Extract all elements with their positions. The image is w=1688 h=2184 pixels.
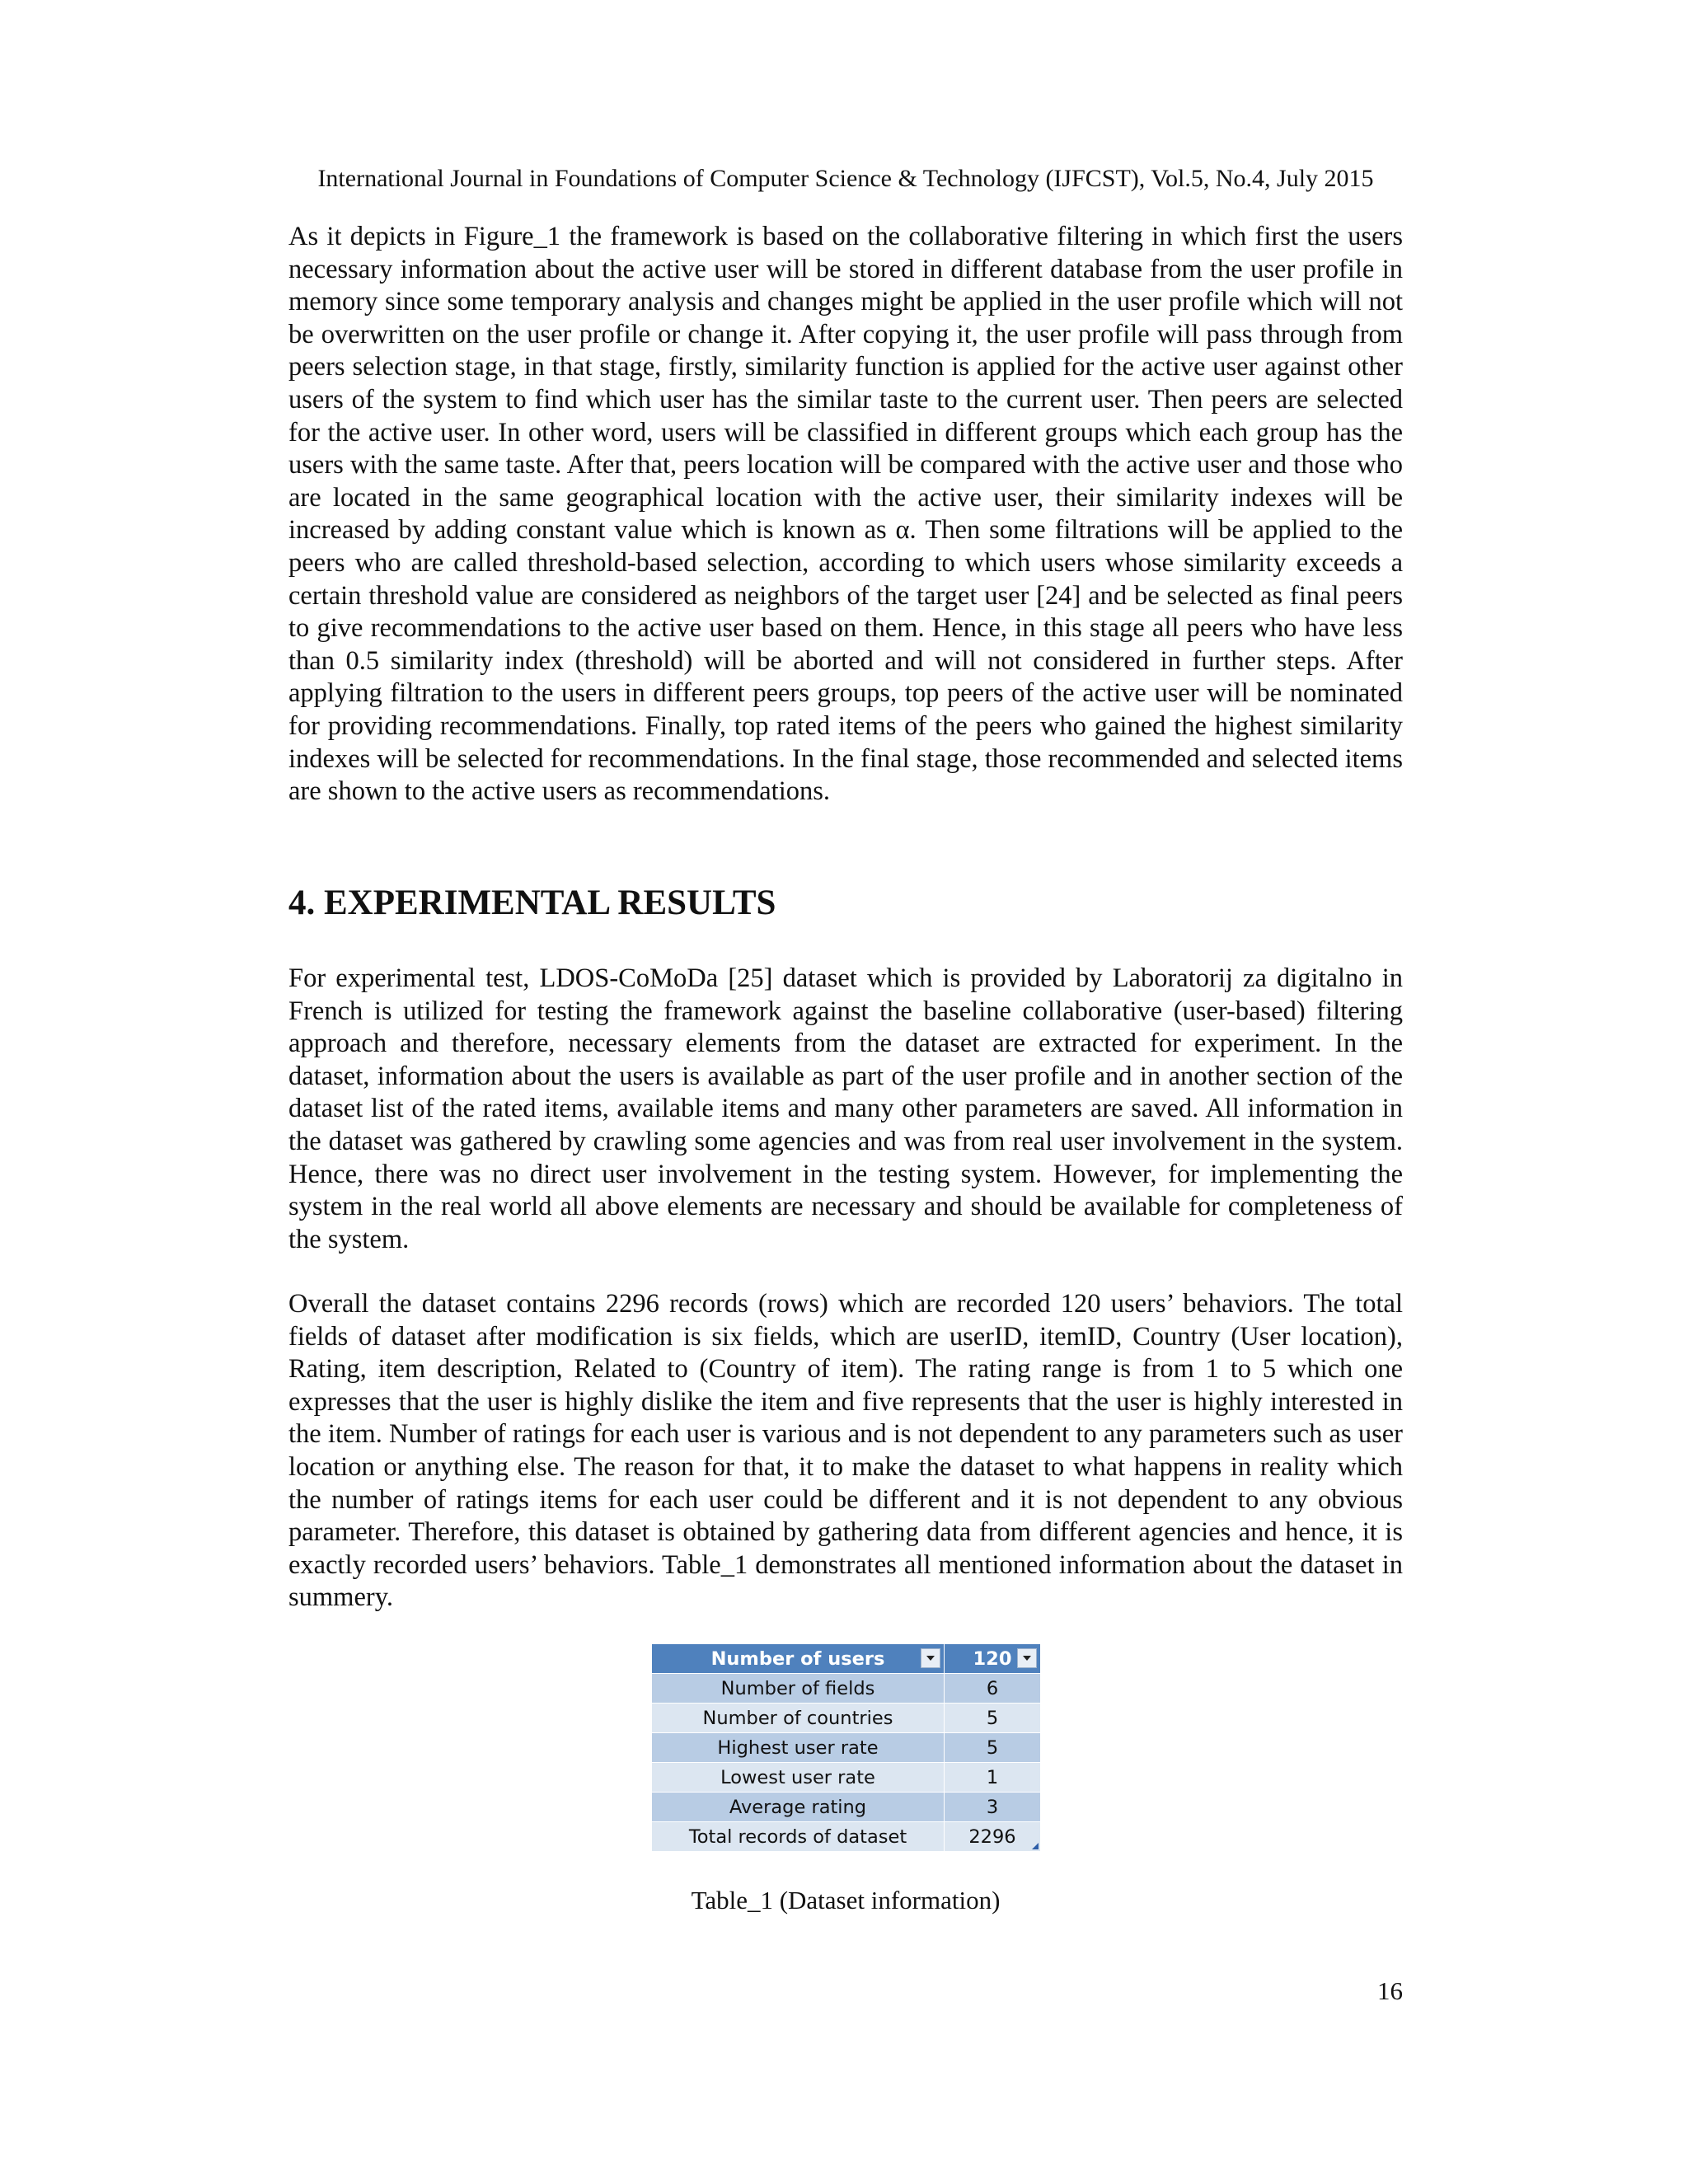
table-caption: Table_1 (Dataset information) [691, 1886, 1001, 1915]
table-cell-label: Highest user rate [652, 1733, 945, 1763]
table-cell-value: 5 [945, 1733, 1041, 1763]
table-resize-handle-icon[interactable] [1032, 1843, 1039, 1849]
dataset-info-table [651, 1643, 1041, 1852]
table-header-label: Number of users [710, 1647, 885, 1670]
table-cell-label: Total records of dataset [652, 1822, 945, 1852]
table-cell-value: 1 [945, 1763, 1041, 1793]
table-header-cell [652, 1644, 945, 1674]
table-cell-value-text: 2296 [968, 1825, 1016, 1848]
table-row [652, 1704, 1041, 1733]
section-heading: 4. EXPERIMENTAL RESULTS [288, 883, 776, 922]
table-row [652, 1733, 1041, 1763]
table-cell-label: Number of countries [652, 1704, 945, 1733]
page-number: 16 [1377, 1976, 1403, 2005]
table-cell-value [945, 1822, 1041, 1852]
filter-dropdown-icon[interactable] [1017, 1648, 1037, 1668]
body-paragraph-2: For experimental test, LDOS-CoMoDa [25] dataset which is provided by Laboratorij za digitalno in French is utilized for testing the framework against the baseline collaborative (user-based) filtering approach and therefore, necessary elements from the dataset are extracted for experiment. In the dataset, information about the users is available as part of the user profile and in another section of the dataset list of the rated items, available items and many other parameters are saved. All information in the dataset was gathered by crawling some agencies and was from real user involvement in the system. Hence, there was no direct user involvement in the testing system. However, for implementing the system in the real world all above elements are necessary and should be available for completeness of the system. [288, 963, 1403, 1254]
filter-dropdown-icon[interactable] [921, 1648, 940, 1668]
running-header: International Journal in Foundations of Computer Science & Technology (IJFCST), Vol.5, No.4, July 2015 [317, 165, 1374, 192]
table-header-cell [945, 1644, 1041, 1674]
table-header-row [652, 1644, 1041, 1674]
table-cell-value: 5 [945, 1704, 1041, 1733]
body-paragraph-3: Overall the dataset contains 2296 records (rows) which are recorded 120 users’ behaviors. The total fields of dataset after modification is six fields, which are userID, itemID, Country (User location), Rating, item description, Related to (Country of item). The rating range is from 1 to 5 which one expresses that the user is highly dislike the item and five represents that the user is highly interested in the item. Number of ratings for each user is various and is not dependent to any parameters such as user location or anything else. The reason for that, it to make the dataset to what happens in reality which the number of ratings items for each user could be different and it is not dependent to any obvious parameter. Therefore, this dataset is obtained by gathering data from different agencies and hence, it is exactly recorded users’ behaviors. Table_1 demonstrates all mentioned information about the dataset in summery. [288, 1289, 1403, 1613]
body-paragraph-1: As it depicts in Figure_1 the framework is based on the collaborative filtering in which first the users necessary information about the active user will be stored in different database from the user profile in memory since some temporary analysis and changes might be applied in the user profile which will not be overwritten on the user profile or change it. After copying it, the user profile will pass through from peers selection stage, in that stage, firstly, similarity function is applied for the active user against other users of the system to find which user has the similar taste to the current user. Then peers are selected for the active user. In other word, users will be classified in different groups which each group has the users with the same taste. After that, peers location will be compared with the active user and those who are located in the same geographical location with the active user, their similarity indexes will be increased by adding constant value which is known as α. Then some filtrations will be applied to the peers who are called threshold-based selection, according to which users whose similarity exceeds a certain threshold value are considered as neighbors of the target user [24] and be selected as final peers to give recommendations to the active user based on them. Hence, in this stage all peers who have less than 0.5 similarity index (threshold) will be aborted and will not considered in further steps. After applying filtration to the users in different peers groups, top peers of the active user will be nominated for providing recommendations. Finally, top rated items of the peers who gained the highest similarity indexes will be selected for recommendations. In the final stage, those recommended and selected items are shown to the active users as recommendations. [288, 222, 1403, 807]
table-cell-value: 3 [945, 1793, 1041, 1822]
table-cell-label: Average rating [652, 1793, 945, 1822]
table-cell-label: Number of fields [652, 1674, 945, 1704]
table-row [652, 1763, 1041, 1793]
table-header-value: 120 [973, 1647, 1012, 1670]
table-cell-label: Lowest user rate [652, 1763, 945, 1793]
table-row [652, 1822, 1041, 1852]
table-cell-value: 6 [945, 1674, 1041, 1704]
table-row [652, 1674, 1041, 1704]
table-row [652, 1793, 1041, 1822]
